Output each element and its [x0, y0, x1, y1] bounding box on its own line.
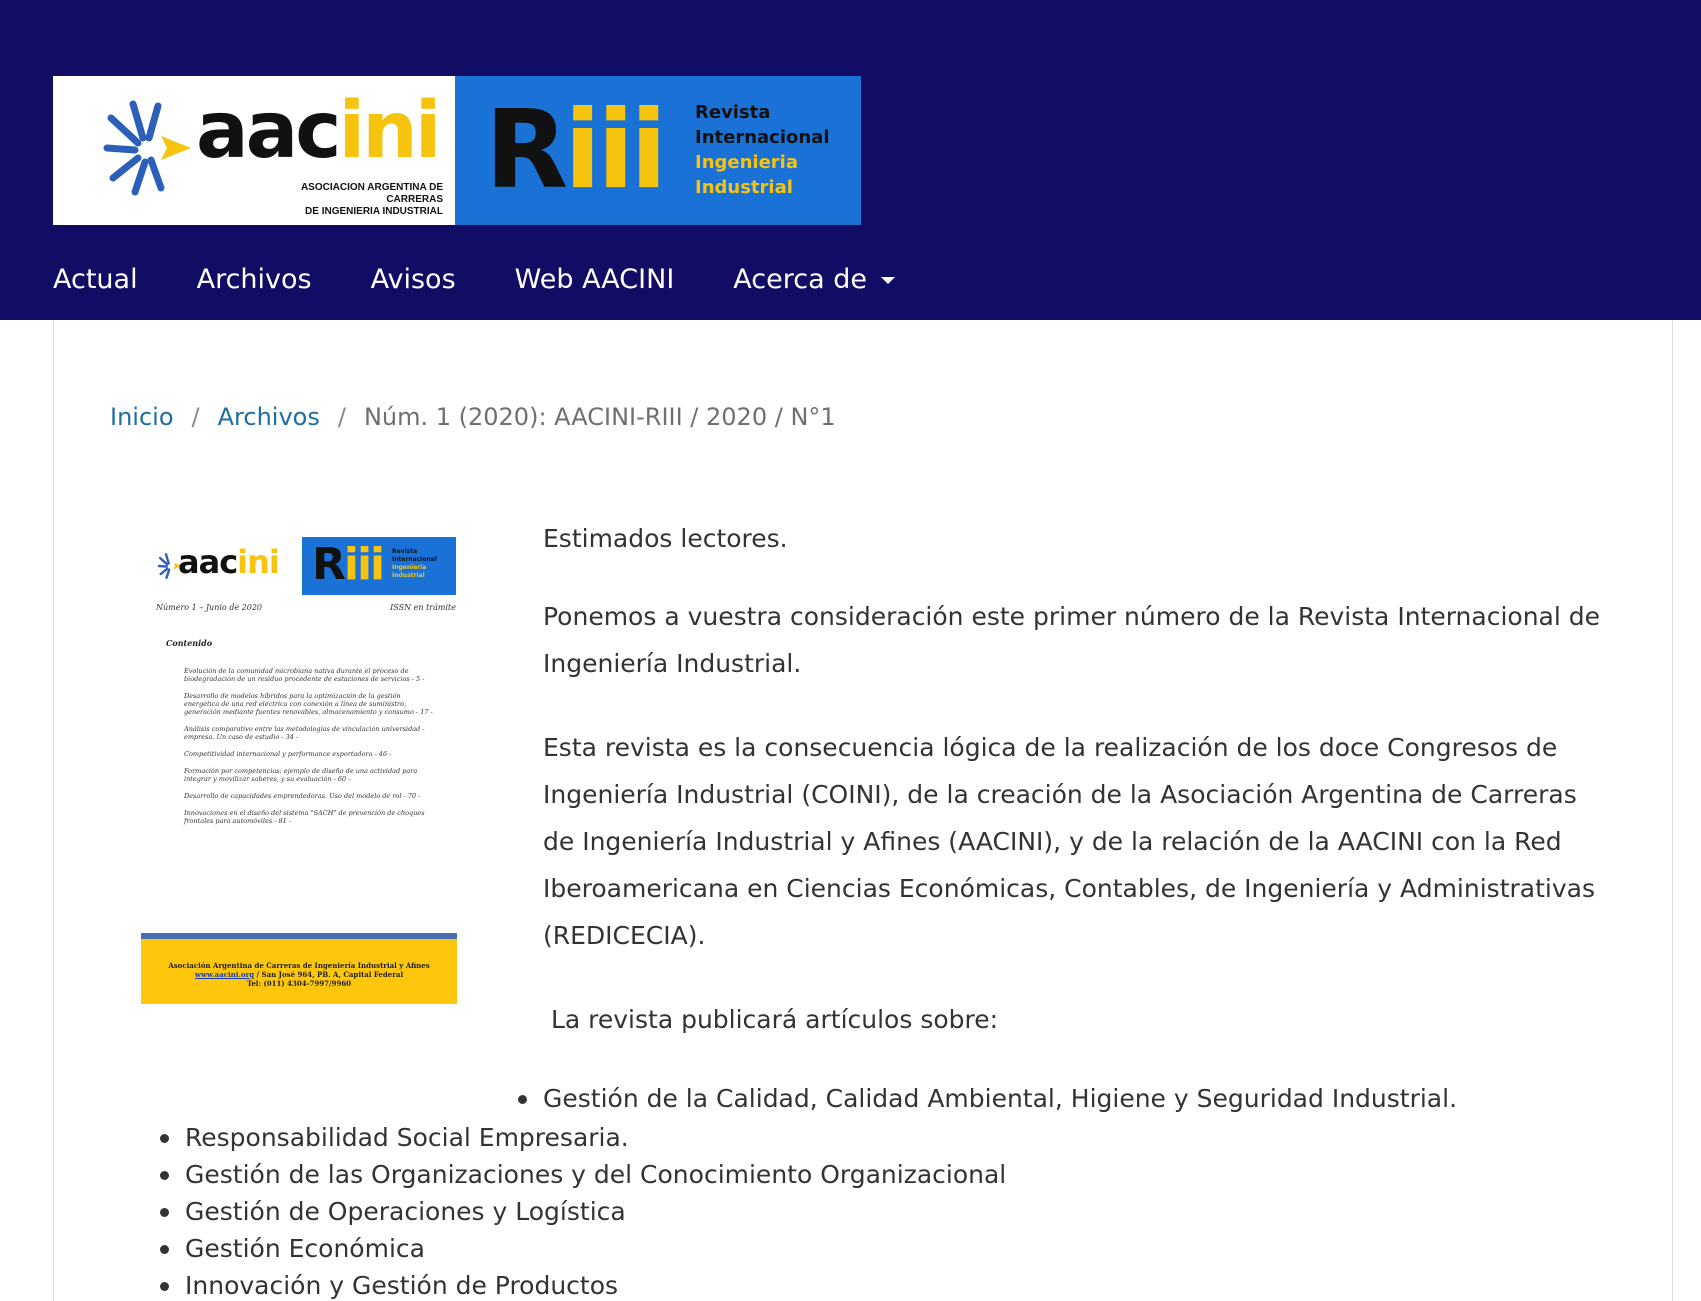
- cover-issue-line: Número 1 – Junio de 2020: [156, 603, 263, 612]
- breadcrumb-archives[interactable]: Archivos: [217, 403, 320, 431]
- cover-logo: [156, 537, 456, 595]
- site-logo[interactable]: [53, 76, 861, 225]
- cover-footer-link: www.aacini.org: [194, 970, 255, 979]
- topic-item: Gestión de las Organizaciones y del Conocimiento Organizacional: [185, 1156, 1006, 1193]
- cover-aacini-wordmark: aacini: [178, 543, 279, 581]
- cover-riii-wordmark: Riii: [312, 539, 384, 590]
- breadcrumb-separator: /: [337, 403, 346, 431]
- riii-tagline: Revista Internacional Ingenieria Industrial: [695, 102, 830, 198]
- site-header: [0, 0, 1701, 320]
- cover-toc-item: Desarrollo de capacidades emprendedoras. Uso del modelo de rol - 70 -: [184, 792, 421, 800]
- nav-actual[interactable]: Actual: [53, 264, 138, 295]
- cover-contents-title: Contenido: [166, 638, 213, 648]
- cover-footer: [141, 933, 457, 1004]
- topic-item: Gestión de Operaciones y Logística: [185, 1193, 1006, 1230]
- riii-logo: [455, 76, 861, 225]
- aacini-wordmark: aacini: [196, 86, 439, 176]
- issue-description: [543, 515, 1603, 1080]
- description-paragraph: Ponemos a vuestra consideración este primer número de la Revista Internacional de Ingeniería Industrial.: [543, 602, 1601, 678]
- nav-avisos[interactable]: Avisos: [370, 264, 456, 295]
- cover-footer-text: Asociación Argentina de Carreras de Ingeniería Industrial y Afines www.aacini.org / San José 964, PB. A, Capital Federal Tel: (011) 4304-7997/9960: [168, 961, 430, 988]
- caret-down-icon: [881, 277, 895, 284]
- cover-toc-item: Desarrollo de modelos híbridos para la optimización de la gestión energética de una red eléctrica con conexión a línea de suministro, generación mediante fuentes renovables, almacenamiento y consumo - 17 -: [184, 692, 433, 716]
- description-topics-intro: La revista publicará artículos sobre:: [543, 1005, 999, 1034]
- nav-acerca-de[interactable]: Acerca de: [733, 264, 895, 295]
- breadcrumb-home[interactable]: Inicio: [110, 403, 174, 431]
- riii-wordmark: Riii: [485, 88, 664, 213]
- issue-cover-image[interactable]: [141, 537, 457, 1004]
- cover-toc-item: Formación por competencias: ejemplo de diseño de una actividad para integrar y movilizar saberes, y su evaluación - 60 -: [184, 767, 418, 783]
- cover-toc: [184, 667, 434, 834]
- topic-item: Gestión de la Calidad, Calidad Ambiental, Higiene y Seguridad Industrial.: [543, 1080, 1457, 1117]
- nav-web-aacini[interactable]: Web AACINI: [514, 264, 675, 295]
- topic-item: Innovación y Gestión de Productos: [185, 1267, 1006, 1301]
- cover-toc-item: Competitividad internacional y performance exportadora - 46 -: [184, 750, 392, 758]
- description-paragraph: Esta revista es la consecuencia lógica de la realización de los doce Congresos de Ingeniería Industrial (COINI), de la creación de la Asociación Argentina de Carreras de Ingeniería Industrial y Afines (AACINI), y de la relación de la AACINI con la Red Iberoamericana en Ciencias Económicas, Contables, de Ingeniería y Administrativas (REDICECIA).: [543, 733, 1595, 950]
- topic-item: Responsabilidad Social Empresaria.: [185, 1119, 1006, 1156]
- main-nav: [53, 264, 954, 295]
- aacini-arrows-icon: [103, 98, 193, 198]
- cover-toc-item: Análisis comparativo entre las metodologías de vinculación universidad - empresa. Un caso de estudio - 34 -: [184, 725, 425, 741]
- aacini-subtitle: ASOCIACION ARGENTINA DE CARRERAS DE INGENIERIA INDUSTRIAL: [300, 182, 443, 217]
- topics-list-first: [543, 1080, 1457, 1117]
- breadcrumb-separator: /: [191, 403, 200, 431]
- aacini-logo: [53, 76, 455, 225]
- topics-list: [185, 1119, 1006, 1301]
- breadcrumb: [110, 403, 836, 431]
- cover-aacini-logo: [156, 537, 302, 595]
- cover-meta: [156, 603, 456, 612]
- cover-riii-tagline: Revista Internacional Ingenieria Industrial: [392, 548, 437, 579]
- cover-toc-item: Evolución de la comunidad microbiana nativa durante el proceso de biodegradación de un residuo procedente de estaciones de servicios - 5 -: [184, 667, 425, 683]
- cover-riii-logo: [302, 537, 456, 595]
- cover-toc-item: Innovaciones en el diseño del sistema "SACH" de prevención de choques frontales para automóviles - 81 -: [184, 809, 425, 825]
- topic-item: Gestión Económica: [185, 1230, 1006, 1267]
- breadcrumb-current: Núm. 1 (2020): AACINI-RIII / 2020 / N°1: [363, 403, 836, 431]
- description-greeting: Estimados lectores.: [543, 524, 788, 553]
- cover-issn: ISSN en trámite: [390, 603, 456, 612]
- nav-archivos[interactable]: Archivos: [196, 264, 312, 295]
